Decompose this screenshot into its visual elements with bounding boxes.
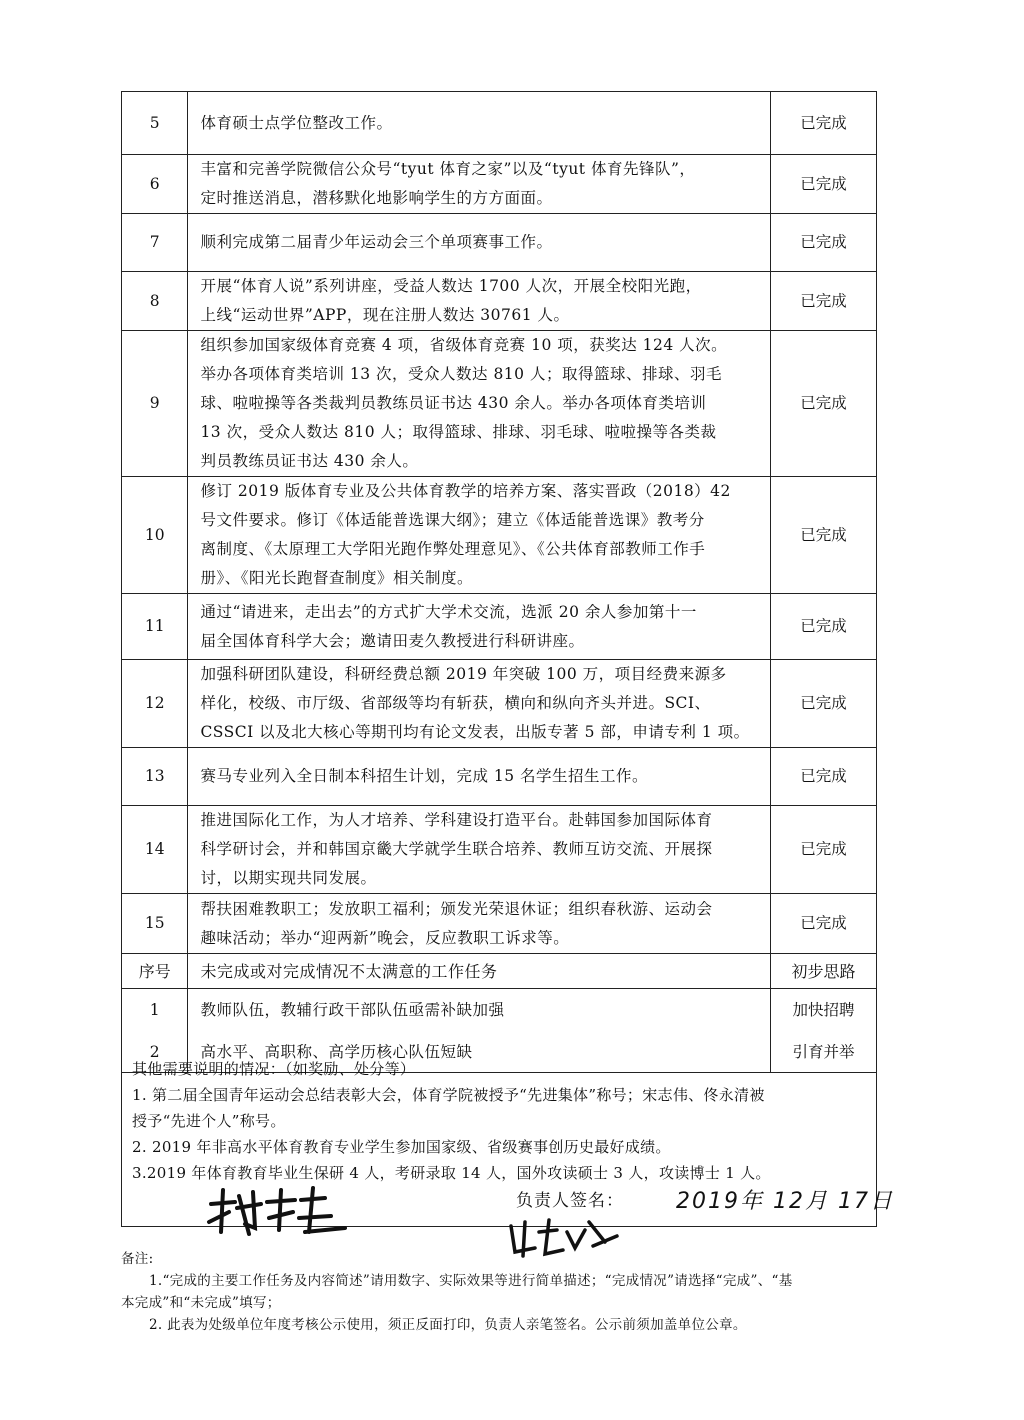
completed-row <box>122 894 877 954</box>
row-number: 9 <box>122 331 188 477</box>
task-line: CSSCI 以及北大核心等期刊均有论文发表，出版专著 5 部，申请专利 1 项。 <box>200 723 750 741</box>
task-line: 开展“体育人说”系列讲座，受益人数达 1700 人次，开展全校阳光跑， <box>200 277 702 295</box>
task-line: 加强科研团队建设，科研经费总额 2019 年突破 100 万，项目经费来源多 <box>200 665 727 683</box>
task-line: 丰富和完善学院微信公众号“tyut 体育之家”以及“tyut 体育先锋队”， <box>200 160 696 178</box>
task-line: 届全国体育科学大会；邀请田麦久教授进行科研讲座。 <box>200 631 585 650</box>
task-description <box>188 748 771 806</box>
task-line: 体育硕士点学位整改工作。 <box>200 113 393 132</box>
signature-label: 负责人签名： <box>516 1191 624 1211</box>
row-number: 8 <box>122 272 188 331</box>
remarks-item: 2. 此表为处级单位年度考核公示使用，须正反面打印，负责人亲笔签名。公示前须加盖单位公章。 <box>149 1317 747 1333</box>
incomplete-approach: 引育并举 <box>770 1033 876 1073</box>
remarks-section <box>121 1248 881 1336</box>
other-item: 3.2019 年体育教育毕业生保研 4 人，考研录取 14 人，国外攻读硕士 3 人，攻读博士 1 人。 <box>132 1164 771 1182</box>
header-number: 序号 <box>122 954 188 989</box>
other-title: 其他需要说明的情况：（如奖励、处分等） <box>132 1060 416 1078</box>
task-line: 上线“运动世界”APP，现在注册人数达 30761 人。 <box>200 306 570 324</box>
completion-status: 已完成 <box>770 894 876 954</box>
completion-status: 已完成 <box>770 214 876 272</box>
row-number: 10 <box>122 477 188 594</box>
row-number: 7 <box>122 214 188 272</box>
task-line: 修订 2019 版体育专业及公共体育教学的培养方案、落实晋政（2018）42 <box>200 482 731 500</box>
task-line: 推进国际化工作，为人才培养、学科建设打造平台。赴韩国参加国际体育 <box>200 811 713 829</box>
header-approach: 初步思路 <box>770 954 876 989</box>
task-line: 样化，校级、市厅级、省部级等均有斩获，横向和纵向齐头并进。SCI、 <box>200 694 711 712</box>
completed-row <box>122 594 877 660</box>
task-line: 球、啦啦操等各类裁判员教练员证书达 430 余人。举办各项体育类培训 <box>200 394 707 412</box>
task-line: 顺利完成第二届青少年运动会三个单项赛事工作。 <box>200 233 553 251</box>
task-line: 科学研讨会，并和韩国京畿大学就学生联合培养、教师互访交流、开展探 <box>200 840 713 858</box>
task-description <box>188 806 771 894</box>
task-line: 帮扶困难教职工；发放职工福利；颁发光荣退休证；组织春秋游、运动会 <box>200 899 713 918</box>
completion-status: 已完成 <box>770 806 876 894</box>
task-line: 趣味活动；举办“迎两新”晚会，反应教职工诉求等。 <box>200 928 570 947</box>
other-item: 授予“先进个人”称号。 <box>132 1112 286 1130</box>
other-item: 2. 2019 年非高水平体育教育专业学生参加国家级、省级赛事创历史最好成绩。 <box>132 1138 671 1156</box>
completed-row <box>122 477 877 594</box>
task-description <box>188 660 771 748</box>
completion-status: 已完成 <box>770 477 876 594</box>
completed-row <box>122 331 877 477</box>
incomplete-approach: 加快招聘 <box>770 989 876 1033</box>
task-description <box>188 894 771 954</box>
completion-status: 已完成 <box>770 155 876 214</box>
row-number: 12 <box>122 660 188 748</box>
remarks-item: 1.“完成的主要工作任务及内容简述”请用数字、实际效果等进行简单描述；“完成情况”请选择“完成”、“基 <box>149 1273 793 1289</box>
completed-row <box>122 92 877 155</box>
remarks-title: 备注: <box>121 1251 154 1267</box>
incomplete-task: 高水平、高职称、高学历核心队伍短缺 <box>188 1033 771 1073</box>
completion-status: 已完成 <box>770 748 876 806</box>
incomplete-row <box>122 989 877 1033</box>
row-number: 13 <box>122 748 188 806</box>
completion-status: 已完成 <box>770 594 876 660</box>
task-line: 通过“请进来，走出去”的方式扩大学术交流，选派 20 余人参加第十一 <box>200 602 697 621</box>
other-item: 1. 第二届全国青年运动会总结表彰大会，体育学院被授予“先进集体”称号；宋志伟、佟永清被 <box>132 1086 765 1104</box>
handwritten-signature-left <box>205 1182 355 1238</box>
task-line: 判员教练员证书达 430 余人。 <box>200 452 419 470</box>
completion-status: 已完成 <box>770 272 876 331</box>
task-description <box>188 272 771 331</box>
row-number: 5 <box>122 92 188 155</box>
task-line: 离制度、《太原理工大学阳光跑作弊处理意见》、《公共体育部教师工作手 <box>200 540 706 558</box>
task-description <box>188 92 771 155</box>
row-number: 15 <box>122 894 188 954</box>
task-description <box>188 594 771 660</box>
completed-row <box>122 155 877 214</box>
completed-row <box>122 806 877 894</box>
row-number: 6 <box>122 155 188 214</box>
task-description <box>188 155 771 214</box>
task-line: 赛马专业列入全日制本科招生计划，完成 15 名学生招生工作。 <box>200 767 649 785</box>
work-summary-table <box>121 91 877 1073</box>
task-description <box>188 331 771 477</box>
header-task: 未完成或对完成情况不太满意的工作任务 <box>188 954 771 989</box>
completed-row <box>122 660 877 748</box>
incomplete-number: 2 <box>122 1033 188 1073</box>
task-line: 号文件要求。修订《体适能普选课大纲》；建立《体适能普选课》教考分 <box>200 511 705 529</box>
completion-status: 已完成 <box>770 331 876 477</box>
task-description <box>188 214 771 272</box>
completed-row <box>122 748 877 806</box>
row-number: 11 <box>122 594 188 660</box>
completed-row <box>122 214 877 272</box>
signature-date: 2019年 12月 17日 <box>676 1189 894 1214</box>
task-line: 册》、《阳光长跑督查制度》相关制度。 <box>200 569 473 587</box>
completed-tasks-body <box>122 92 877 954</box>
task-line: 举办各项体育类培训 13 次，受众人数达 810 人；取得篮球、排球、羽毛 <box>200 365 722 383</box>
task-line: 13 次，受众人数达 810 人；取得篮球、排球、羽毛球、啦啦操等各类裁 <box>200 423 717 441</box>
remarks-item: 本完成”和“未完成”填写； <box>121 1295 281 1311</box>
incomplete-header-row <box>122 954 877 989</box>
completed-row <box>122 272 877 331</box>
task-line: 定时推送消息，潜移默化地影响学生的方方面面。 <box>200 189 553 207</box>
completion-status: 已完成 <box>770 660 876 748</box>
completion-status: 已完成 <box>770 92 876 155</box>
incomplete-number: 1 <box>122 989 188 1033</box>
task-line: 组织参加国家级体育竞赛 4 项，省级体育竞赛 10 项，获奖达 124 人次。 <box>200 336 728 354</box>
row-number: 14 <box>122 806 188 894</box>
incomplete-task: 教师队伍，教辅行政干部队伍亟需补缺加强 <box>188 989 771 1033</box>
task-line: 讨，以期实现共同发展。 <box>200 869 377 887</box>
task-description <box>188 477 771 594</box>
